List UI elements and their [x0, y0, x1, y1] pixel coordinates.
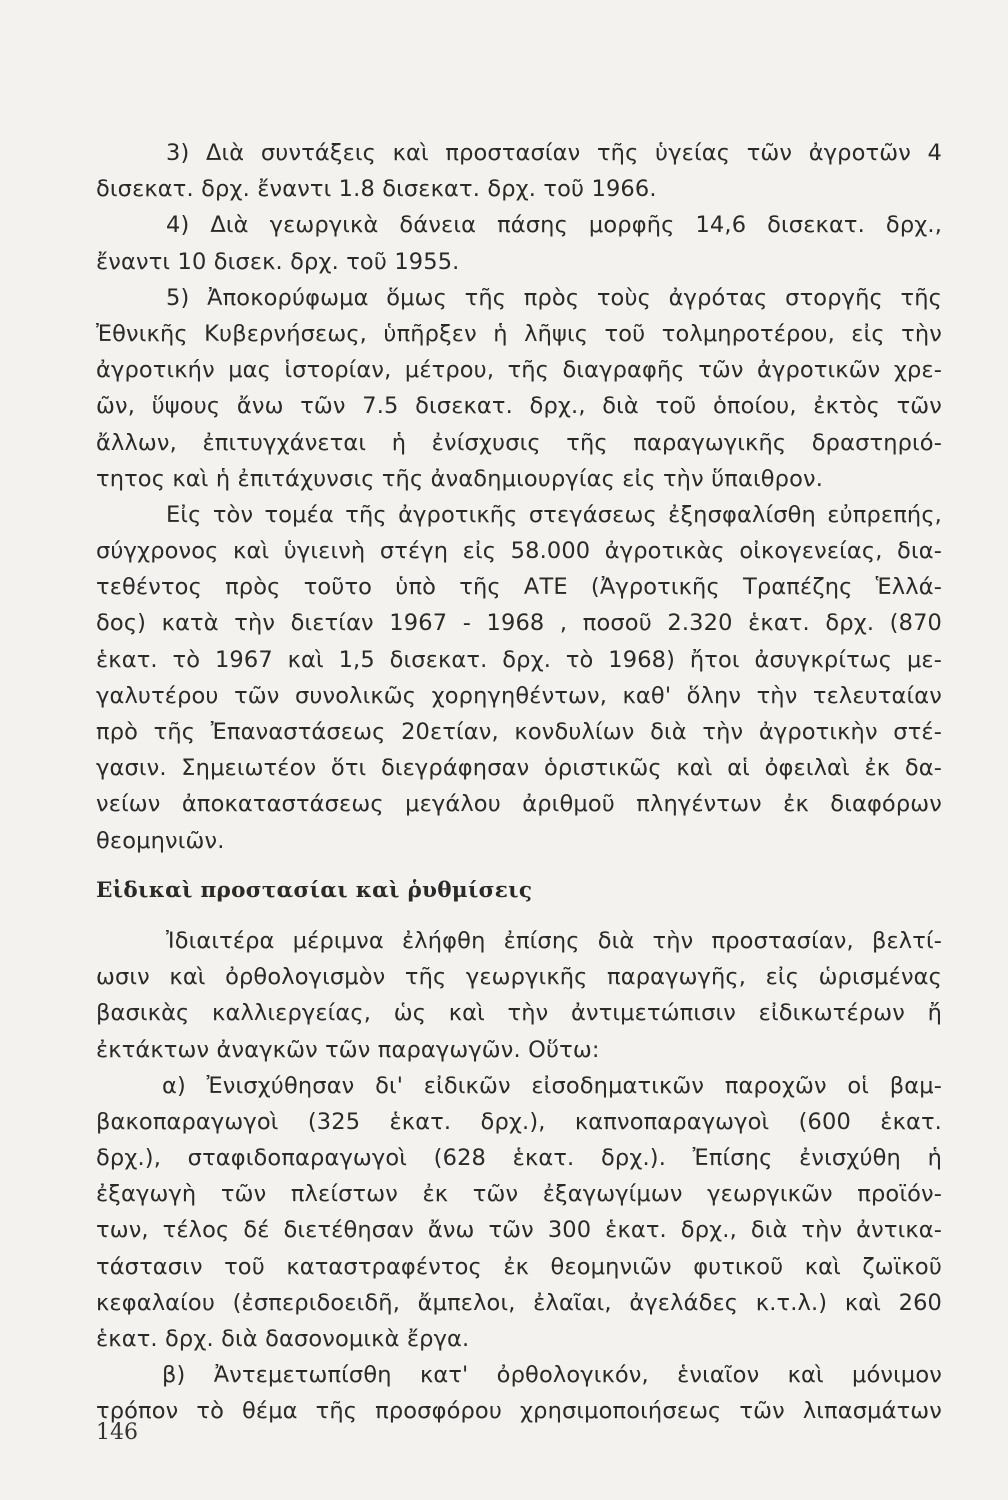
text-line: νείων ἀποκαταστάσεως μεγάλου ἀριθμοῦ πληγέντων ἐκ διαφόρων — [96, 791, 942, 818]
text-line: τρόπον τὸ θέμα τῆς προσφόρου χρησιμοποιήσεως τῶν λιπασμάτων — [96, 1398, 942, 1425]
text-line: Ἐθνικῆς Κυβερνήσεως, ὑπῆρξεν ἡ λῆψις τοῦ τολμηροτέρου, εἰς τὴν — [96, 320, 942, 347]
text-line: ἑκατ. τὸ 1967 καὶ 1,5 δισεκατ. δρχ. τὸ 1968) ἤτοι ἀσυγκρίτως με- — [96, 646, 942, 673]
text-line: πρὸ τῆς Ἐπαναστάσεως 20ετίαν, κονδυλίων διὰ τὴν ἀγροτικὴν στέ- — [96, 719, 942, 745]
paragraph-3 — [96, 135, 942, 207]
text-line: α) Ἐνισχύθησαν δι' εἰδικῶν εἰσοδηματικῶν παροχῶν οἱ βαμ- — [162, 1072, 942, 1099]
text-line: θεομηνιῶν. — [96, 827, 225, 854]
text-line: δος) κατὰ τὴν διετίαν 1967 - 1968 , ποσοῦ 2.320 ἑκατ. δρχ. (870 — [96, 610, 942, 637]
text-line: 3) Διὰ συντάξεις καὶ προστασίαν τῆς ὑγείας τῶν ἀγροτῶν 4 — [166, 140, 942, 166]
text-line: τάστασιν τοῦ καταστραφέντος ἐκ θεομηνιῶν φυτικοῦ καὶ ζωϊκοῦ — [96, 1253, 942, 1280]
text-line: ἐκτάκτων ἀναγκῶν τῶν παραγωγῶν. Οὕτω: — [96, 1036, 600, 1063]
paragraph-special — [96, 923, 942, 1068]
text-line: Εἰς τὸν τομέα τῆς ἀγροτικῆς στεγάσεως ἐξησφαλίσθη εὐπρεπής, — [166, 501, 942, 528]
text-line: γασιν. Σημειωτέον ὅτι διεγράφησαν ὁριστικῶς καὶ αἱ ὀφειλαὶ ἐκ δα- — [96, 755, 942, 782]
text-line: ωσιν καὶ ὀρθολογισμὸν τῆς γεωργικῆς παραγωγῆς, εἰς ὡρισμένας — [96, 964, 942, 991]
paragraph-a — [96, 1068, 942, 1358]
paragraph-housing — [96, 497, 942, 859]
document-page — [96, 135, 942, 1430]
text-line: τεθέντος πρὸς τοῦτο ὑπὸ τῆς ΑΤΕ (Ἀγροτικῆς Τραπέζης Ἑλλά- — [96, 574, 942, 601]
text-line: ἔναντι 10 δισεκ. δρχ. τοῦ 1955. — [96, 248, 460, 275]
paragraph-5 — [96, 280, 942, 497]
text-line: βακοπαραγωγοὶ (325 ἑκατ. δρχ.), καπνοπαραγωγοὶ (600 ἑκατ. — [96, 1108, 942, 1135]
text-line: 5) Ἀποκορύφωμα ὅμως τῆς πρὸς τοὺς ἀγρότας στοργῆς τῆς — [166, 284, 942, 311]
text-line: δισεκατ. δρχ. ἔναντι 1.8 δισεκατ. δρχ. τοῦ 1966. — [96, 176, 657, 203]
page-number: 146 — [96, 1420, 138, 1445]
text-line: ῶν, ὕψους ἄνω τῶν 7.5 δισεκατ. δρχ., διὰ τοῦ ὁποίου, ἐκτὸς τῶν — [96, 393, 942, 420]
section-heading: Εἰδικαὶ προστασίαι καὶ ῥυθμίσεις — [96, 877, 533, 903]
text-line: των, τέλος δέ διετέθησαν ἄνω τῶν 300 ἑκατ. δρχ., διὰ τὴν ἀντικα- — [96, 1217, 942, 1244]
text-line: σύγχρονος καὶ ὑγιεινὴ στέγη εἰς 58.000 ἀγροτικὰς οἰκογενείας, δια- — [96, 538, 942, 565]
text-line: β) Ἀντεμετωπίσθη κατ' ὀρθολογικόν, ἑνιαῖον καὶ μόνιμον — [162, 1362, 942, 1389]
text-line: τητος καὶ ἡ ἐπιτάχυνσις τῆς ἀναδημιουργίας εἰς τὴν ὕπαιθρον. — [96, 465, 824, 492]
text-line: ἑκατ. δρχ. διὰ δασονομικὰ ἔργα. — [96, 1326, 470, 1352]
text-line: βασικὰς καλλιεργείας, ὡς καὶ τὴν ἀντιμετώπισιν εἰδικωτέρων ἤ — [96, 1000, 942, 1027]
text-line: ἀγροτικήν μας ἱστορίαν, μέτρου, τῆς διαγραφῆς τῶν ἀγροτικῶν χρε- — [96, 357, 942, 384]
text-line: 4) Διὰ γεωργικὰ δάνεια πάσης μορφῆς 14,6 δισεκατ. δρχ., — [166, 212, 942, 239]
paragraph-b — [96, 1357, 942, 1429]
text-line: ἐξαγωγὴ τῶν πλείστων ἐκ τῶν ἐξαγωγίμων γεωργικῶν προϊόν- — [96, 1181, 942, 1208]
text-line: ἄλλων, ἐπιτυγχάνεται ἡ ἐνίσχυσις τῆς παραγωγικῆς δραστηριό- — [96, 429, 942, 456]
text-line: Ἰδιαιτέρα μέριμνα ἐλήφθη ἐπίσης διὰ τὴν προστασίαν, βελτί- — [166, 927, 942, 954]
text-line: γαλυτέρου τῶν συνολικῶς χορηγηθέντων, καθ' ὅλην τὴν τελευταίαν — [96, 682, 942, 709]
text-line: κεφαλαίου (ἐσπεριδοειδῆ, ἄμπελοι, ἐλαῖαι, ἀγελάδες κ.τ.λ.) καὶ 260 — [96, 1289, 942, 1316]
paragraph-4 — [96, 207, 942, 279]
text-line: δρχ.), σταφιδοπαραγωγοὶ (628 ἑκατ. δρχ.). Ἐπίσης ἐνισχύθη ἡ — [96, 1145, 942, 1172]
